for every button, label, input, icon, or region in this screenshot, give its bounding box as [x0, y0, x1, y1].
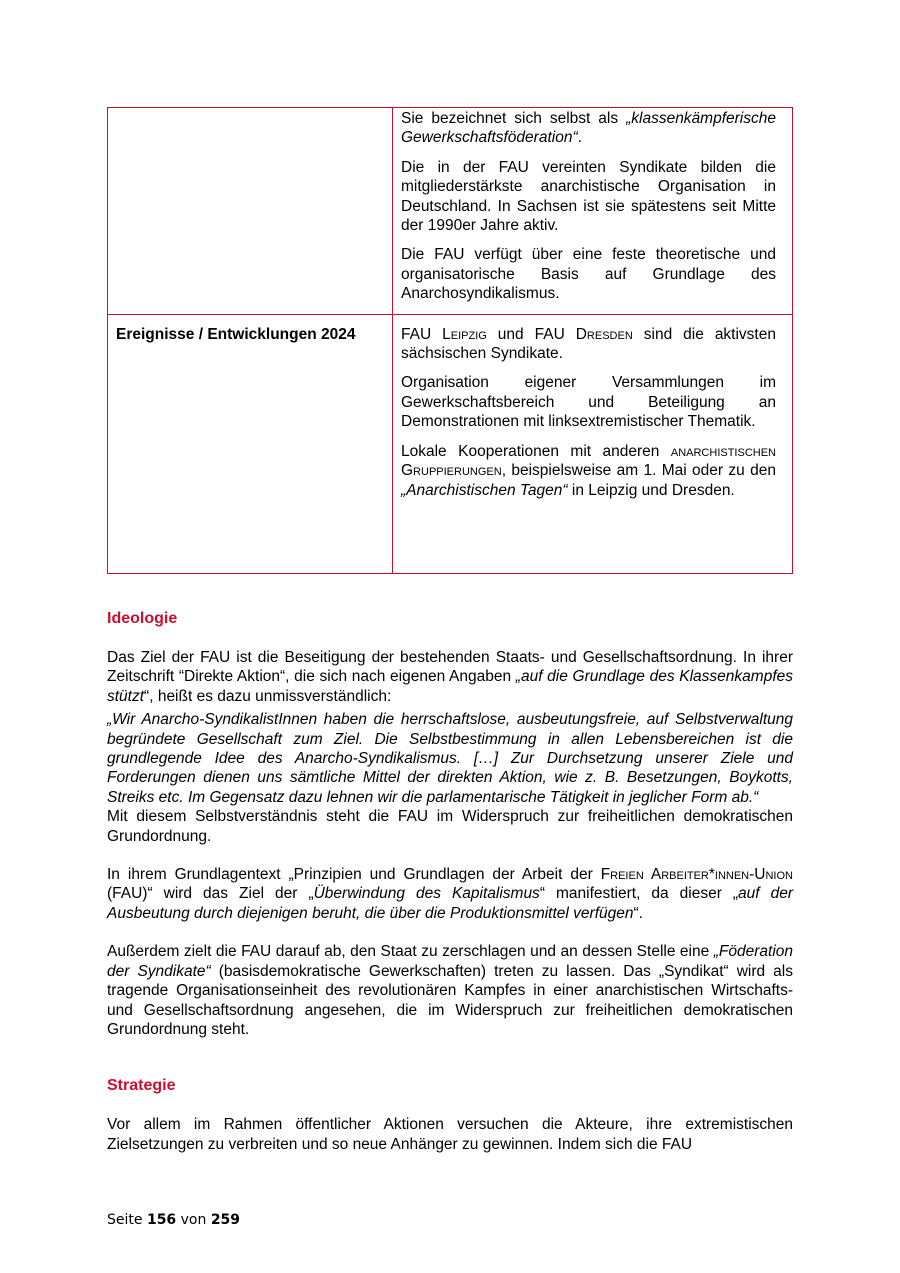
- paragraph: Mit diesem Selbstverständnis steht die FAU im Widerspruch zur freiheitlichen demokratischen Grundordnung.: [107, 808, 793, 845]
- table-paragraph: Die in der FAU vereinten Syndikate bilden die mitgliederstärkste anarchistische Organisation in Deutschland. In Sachsen ist sie spätestens seit Mitte der 1990er Jahre aktiv.: [401, 158, 776, 235]
- organization-name: anarchistischen Gruppierungen: [401, 442, 776, 480]
- quote-text: „Anarchistischen Tagen“: [401, 481, 568, 499]
- organization-name: Dresden: [575, 325, 633, 343]
- quote-text: auf der Ausbeutung durch diejenigen beruht, die über die Produktionsmittel verfügen: [107, 885, 793, 922]
- table-paragraph: Sie bezeichnet sich selbst als „klassenkämpferische Gewerkschaftsföderation“.: [401, 110, 776, 147]
- page-total: 259: [210, 1212, 241, 1228]
- quote-text: „Föderation der Syndikate“: [107, 943, 793, 980]
- table-row: [108, 108, 793, 315]
- page-number: 156: [146, 1212, 177, 1228]
- table-label-cell: [108, 314, 393, 573]
- section-heading-strategie: Strategie: [107, 1077, 176, 1095]
- quote-text: „klassenkämpferische Gewerkschaftsföderation“: [401, 110, 776, 147]
- table-paragraph: Die FAU verfügt über eine feste theoretische und organisatorische Basis auf Grundlage des Anarchosyndikalismus.: [401, 246, 776, 303]
- row-label: Ereignisse / Entwicklungen 2024: [116, 325, 356, 343]
- block-quote: „Wir Anarcho-SyndikalistInnen haben die herrschaftslose, ausbeutungsfreie, auf Selbstverwaltung begründete Gesellschaft zum Ziel. Die Selbstbestimmung in allen Lebensbereichen ist die grundlegende Idee des Anarcho-Syndikalismus. […] Zur Durchsetzung unserer Ziele und Forderungen dienen uns sämtliche Mittel der direkten Aktion, wie z. B. Besetzungen, Boykotts, Streiks etc. Im Gegensatz dazu lehnen wir die parlamentarische Tätigkeit in jeglicher Form ab.“: [107, 711, 793, 806]
- organization-name: Leipzig: [442, 325, 487, 343]
- paragraph: In ihrem Grundlagentext „Prinzipien und Grundlagen der Arbeit der Freien Arbeiter*innen-Union (FAU)“ wird das Ziel der „Überwindung des Kapitalismus“ manifestiert, da dieser „auf der Ausbeutung durch diejenigen beruht, die über die Produktionsmittel verfügen“.: [107, 866, 793, 922]
- main-content: [107, 608, 793, 1154]
- paragraph: Das Ziel der FAU ist die Beseitigung der bestehenden Staats- und Gesellschaftsordnung. In ihrer Zeitschrift “Direkte Aktion“, die sich nach eigenen Angaben „auf die Grundlage des Klassenkampfes stützt“, heißt es dazu unmissverständlich:: [107, 649, 794, 705]
- paragraph: Außerdem zielt die FAU darauf ab, den Staat zu zerschlagen und an dessen Stelle eine „Föderation der Syndikate“ (basisdemokratische Gewerkschaften) treten zu lassen. Das „Syndikat“ wird als tragende Organisationseinheit des revolutionären Kampfes in einer anarchistischen Wirtschafts- und Gesellschaftsordnung angesehen, die im Widerspruch zur freiheitlichen demokratischen Grundordnung steht.: [107, 943, 793, 1038]
- table-paragraph: FAU Leipzig und FAU Dresden sind die aktivsten sächsischen Syndikate.: [401, 325, 776, 363]
- table-content-cell: [393, 314, 793, 573]
- section-heading-ideologie: Ideologie: [107, 610, 178, 627]
- table-paragraph: Organisation eigener Versammlungen im Gewerkschaftsbereich und Beteiligung an Demonstrationen mit linksextremistischer Thematik.: [401, 374, 776, 431]
- quote-text: Überwindung des Kapitalismus: [313, 885, 540, 903]
- quote-text: „auf die Grundlage des Klassenkampfes stützt: [107, 668, 794, 705]
- info-table: [107, 107, 793, 574]
- table-row: [108, 314, 793, 573]
- organization-name: Freien Arbeiter*innen-Union: [600, 866, 793, 884]
- page-footer: Seite 156 von 259: [107, 1212, 241, 1228]
- table-label-cell: [108, 108, 393, 315]
- paragraph: Vor allem im Rahmen öffentlicher Aktionen versuchen die Akteure, ihre extremistischen Zielsetzungen zu verbreiten und so neue Anhänger zu gewinnen. Indem sich die FAU: [107, 1116, 793, 1153]
- row-label: [108, 108, 392, 118]
- table-content-cell: [393, 108, 793, 315]
- table-paragraph: Lokale Kooperationen mit anderen anarchistischen Gruppierungen, beispielsweise am 1. Mai oder zu den „Anarchistischen Tagen“ in Leipzig und Dresden.: [401, 442, 776, 499]
